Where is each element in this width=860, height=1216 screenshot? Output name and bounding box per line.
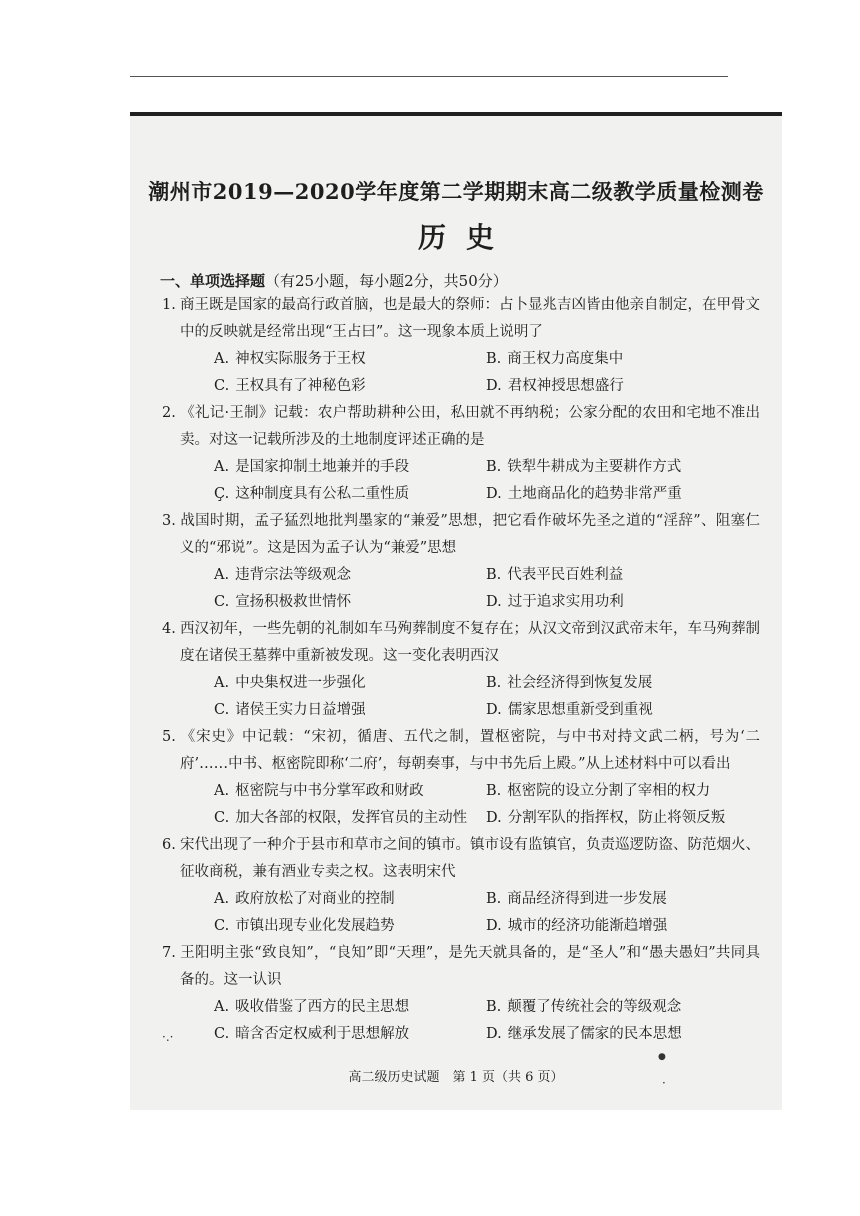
answer-option [214,589,486,616]
question-number: 2. [162,405,176,421]
option-text: 暗含否定权威利于思想解放 [235,1026,410,1042]
option-text: 君权神授思想盛行 [507,378,624,394]
answer-options [214,778,782,832]
option-text: 政府放松了对商业的控制 [235,891,395,907]
question-text: 《礼记·王制》记载：农户帮助耕种公田，私田就不再纳税；公家分配的农田和宅地不准出卖。对这一记载所涉及的土地制度评述正确的是 [180,405,760,448]
question-number: 7. [162,945,176,961]
page-footer: 高二级历史试题 第 1 页（共 6 页） [348,1070,564,1085]
option-text: 分割军队的指挥权，防止将领反叛 [507,810,726,826]
option-text: 社会经济得到恢复发展 [507,675,653,691]
option-letter: B. [486,459,502,475]
option-letter: Ç. [214,486,230,502]
question-number: 5. [162,729,176,745]
section-heading-text: 一、单项选择题 [160,272,266,290]
option-text: 中央集权进一步强化 [235,675,366,691]
question-stem [162,724,760,778]
option-letter: C. [214,810,230,826]
question-text: 战国时期，孟子猛烈地批判墨家的“兼爱”思想，把它看作破坏先圣之道的“淫辞”、阻塞仁义的“邪说”。这是因为孟子认为“兼爱”思想 [180,513,760,556]
answer-option [486,697,782,724]
question-text: 《宋史》中记载：“宋初，循唐、五代之制，置枢密院，与中书对持文武二柄，号为‘二府’……中书、枢密院即称‘二府’，每朝奏事，与中书先后上殿。”从上述材料中可以看出 [180,729,760,772]
option-letter: D. [486,594,502,610]
answer-option [486,1021,782,1048]
answer-options [214,670,782,724]
answer-option [214,886,486,913]
question-number: 1. [162,297,176,313]
scan-speck: · [662,1076,666,1090]
option-letter: C. [214,378,230,394]
question-text: 西汉初年，一些先朝的礼制如车马殉葬制度不复存在；从汉文帝到汉武帝末年，车马殉葬制度在诸侯王墓葬中重新被发现。这一变化表明西汉 [180,621,760,664]
question-5 [130,724,782,832]
option-text: 儒家思想重新受到重视 [507,702,653,718]
option-letter: D. [486,378,502,394]
answer-option [486,481,782,508]
exam-page [130,112,782,1110]
option-text: 诸侯王实力日益增强 [235,702,366,718]
option-text: 代表平民百姓利益 [507,567,624,583]
option-text: 市镇出现专业化发展趋势 [235,918,395,934]
option-text: 铁犁牛耕成为主要耕作方式 [507,459,682,475]
option-text: 土地商品化的趋势非常严重 [507,486,682,502]
answer-option [486,454,782,481]
question-number: 4. [162,621,176,637]
question-stem [162,508,760,562]
answer-option [214,697,486,724]
answer-option [214,994,486,1021]
answer-options [214,562,782,616]
question-stem [162,940,760,994]
option-letter: B. [486,891,502,907]
answer-option [214,913,486,940]
question-stem [162,400,760,454]
option-text: 商品经济得到进一步发展 [507,891,667,907]
option-letter: C. [214,918,230,934]
option-letter: A. [214,459,230,475]
option-text: 颠覆了传统社会的等级观念 [507,999,682,1015]
question-3 [130,508,782,616]
option-text: 过于追求实用功利 [507,594,624,610]
question-2 [130,400,782,508]
question-4 [130,616,782,724]
option-text: 枢密院的设立分割了宰相的权力 [507,783,711,799]
option-text: 吸收借鉴了西方的民主思想 [235,999,410,1015]
option-letter: D. [486,702,502,718]
option-letter: C. [214,1026,230,1042]
option-letter: A. [214,999,230,1015]
answer-option [214,778,486,805]
question-number: 6. [162,837,176,853]
question-1 [130,292,782,400]
answer-option [486,346,782,373]
answer-option [486,373,782,400]
answer-option [214,346,486,373]
answer-options [214,346,782,400]
option-letter: A. [214,567,230,583]
scan-speck: ● [658,1052,666,1062]
option-letter: A. [214,891,230,907]
answer-option [214,805,486,832]
option-text: 是国家抑制土地兼并的手段 [235,459,410,475]
answer-option [486,670,782,697]
answer-option [486,886,782,913]
answer-option [214,454,486,481]
answer-option [214,562,486,589]
option-letter: D. [486,918,502,934]
option-text: 违背宗法等级观念 [235,567,352,583]
option-letter: A. [214,783,230,799]
header-rule [130,76,728,77]
answer-options [214,454,782,508]
option-letter: B. [486,783,502,799]
answer-option [486,913,782,940]
option-letter: B. [486,567,502,583]
option-text: 这种制度具有公私二重性质 [235,486,410,502]
answer-option [486,562,782,589]
question-list [130,292,782,1048]
option-letter: D. [486,1026,502,1042]
option-letter: D. [486,486,502,502]
option-letter: D. [486,810,502,826]
answer-option [214,481,486,508]
answer-option [486,589,782,616]
option-text: 王权具有了神秘色彩 [235,378,366,394]
option-letter: A. [214,675,230,691]
question-stem [162,832,760,886]
option-letter: B. [486,999,502,1015]
answer-option [214,373,486,400]
question-text: 宋代出现了一种介于县市和草市之间的镇市。镇市设有监镇官，负责巡逻防盗、防范烟火、征收商税，兼有酒业专卖之权。这表明宋代 [180,837,760,880]
option-text: 加大各部的权限，发挥官员的主动性 [235,810,468,826]
option-text: 宣扬积极救世情怀 [235,594,352,610]
question-number: 3. [162,513,176,529]
option-text: 城市的经济功能渐趋增强 [507,918,668,934]
answer-option [486,805,782,832]
answer-option [214,670,486,697]
question-6 [130,832,782,940]
question-7 [130,940,782,1048]
answer-options [214,994,782,1048]
option-letter: B. [486,351,502,367]
question-text: 商王既是国家的最高行政首脑，也是最大的祭师：占卜显兆吉凶皆由他亲自制定，在甲骨文中的反映就是经常出现“王占曰”。这一现象本质上说明了 [180,297,760,340]
section-heading [160,270,508,291]
option-text: 继承发展了儒家的民本思想 [507,1026,682,1042]
exam-title: 潮州市2019—2020学年度第二学期期末高二级教学质量检测卷 [148,179,764,204]
option-text: 神权实际服务于王权 [235,351,366,367]
answer-options [214,886,782,940]
option-text: 枢密院与中书分掌军政和财政 [235,783,424,799]
question-text: 王阳明主张“致良知”，“良知”即“天理”，是先天就具备的，是“圣人”和“愚夫愚妇”共同具备的。这一认识 [180,945,760,988]
answer-option [486,778,782,805]
option-letter: C. [214,702,230,718]
option-letter: A. [214,351,230,367]
answer-option [214,1021,486,1048]
scan-speck: ·.· [162,1030,174,1044]
option-letter: B. [486,675,502,691]
question-stem [162,292,760,346]
option-text: 商王权力高度集中 [507,351,624,367]
answer-option [486,994,782,1021]
section-note: （有25小题，每小题2分，共50分） [265,272,508,290]
question-stem [162,616,760,670]
subject-title: 历史 [417,221,514,254]
option-letter: C. [214,594,230,610]
